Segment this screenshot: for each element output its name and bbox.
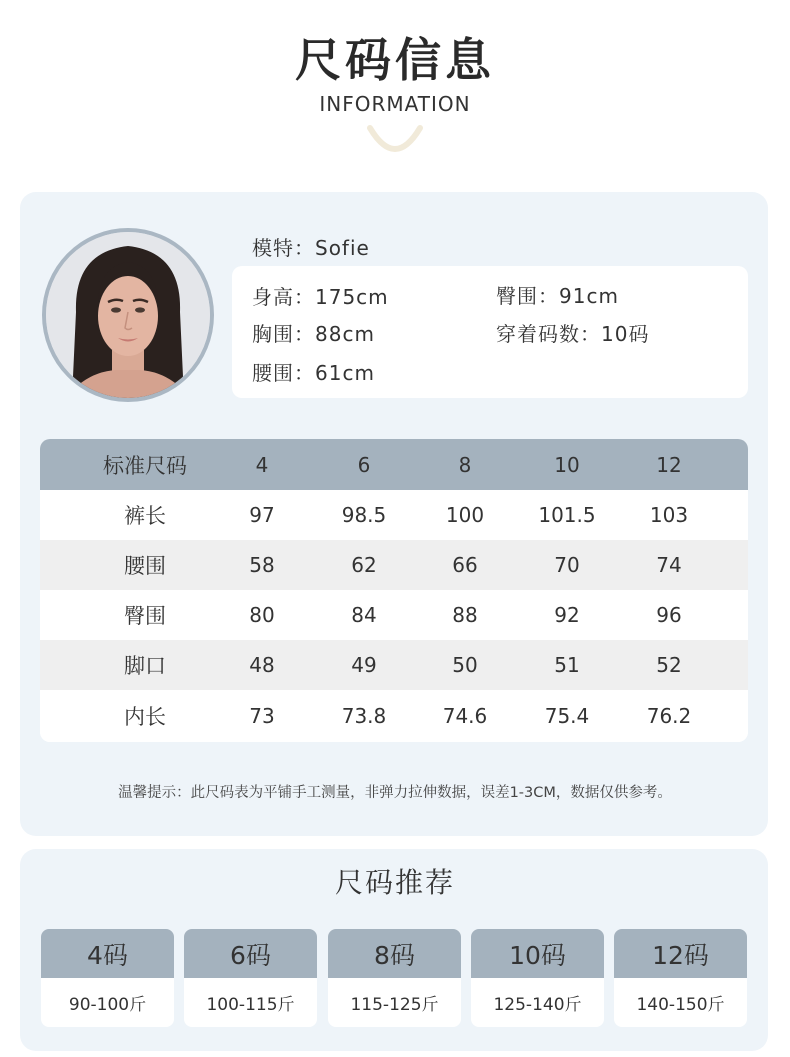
recommendation-card: [184, 929, 317, 1027]
recommendation-weight: 100-115斤: [206, 995, 295, 1015]
table-row: [40, 590, 748, 640]
recommendation-size: 10码: [471, 929, 604, 978]
recommendation-size: 4码: [41, 929, 174, 978]
model-bust: 胸围：88cm: [252, 322, 375, 346]
table-cell: 96: [656, 603, 682, 627]
table-cell: 88: [452, 603, 478, 627]
table-header-cell: 12: [656, 452, 682, 477]
page-subtitle: INFORMATION: [319, 92, 471, 116]
table-cell: 62: [351, 553, 377, 577]
table-cell: 58: [249, 553, 275, 577]
table-cell: 103: [649, 503, 689, 527]
table-cell: 75.4: [544, 704, 590, 728]
table-row-label: 脚口: [124, 654, 166, 678]
model-avatar: [42, 228, 214, 402]
table-cell: 49: [351, 653, 377, 677]
table-header-cell: 10: [554, 452, 580, 477]
table-cell: 76.2: [646, 704, 692, 728]
recommendation-card: [614, 929, 747, 1027]
recommendation-size: 8码: [328, 929, 461, 978]
table-cell: 92: [554, 603, 580, 627]
table-cell: 70: [554, 553, 580, 577]
smile-arc-icon: [366, 124, 424, 156]
recommendation-card: [328, 929, 461, 1027]
recommendation-size: 6码: [184, 929, 317, 978]
table-cell: 51: [554, 653, 580, 677]
measurement-note: 温馨提示：此尺码表为平铺手工测量，非弹力拉伸数据，误差1-3CM，数据仅供参考。: [118, 785, 672, 801]
table-row-label: 内长: [124, 705, 166, 729]
model-height: 身高：175cm: [252, 285, 389, 309]
table-row-label: 裤长: [124, 504, 166, 528]
table-cell: 48: [249, 653, 275, 677]
recommendation-size: 12码: [614, 929, 747, 978]
page-header: [0, 0, 790, 180]
table-cell: 66: [452, 553, 478, 577]
model-size-worn: 穿着码数：10码: [496, 322, 650, 346]
table-header-cell: 标准尺码: [103, 453, 187, 478]
recommendation-title: 尺码推荐: [334, 866, 455, 899]
table-cell: 73: [249, 704, 275, 728]
table-header-cell: 4: [255, 452, 269, 477]
recommendation-weight: 125-140斤: [493, 995, 582, 1015]
table-cell: 98.5: [341, 503, 387, 527]
table-row-label: 臀围: [124, 604, 166, 628]
model-portrait-image: [46, 232, 210, 398]
table-header-cell: 6: [357, 452, 371, 477]
table-cell: 73.8: [341, 704, 387, 728]
recommendation-weight: 115-125斤: [350, 995, 439, 1015]
recommendation-weight: 140-150斤: [636, 995, 725, 1015]
table-cell: 84: [351, 603, 377, 627]
table-cell: 50: [452, 653, 478, 677]
model-hip: 臀围：91cm: [496, 284, 619, 308]
recommendation-card: [471, 929, 604, 1027]
table-header-row: [40, 439, 748, 490]
page-title: 尺码信息: [295, 33, 495, 87]
table-cell: 97: [249, 503, 275, 527]
table-row: [40, 640, 748, 690]
table-cell: 80: [249, 603, 275, 627]
size-chart-table: [40, 439, 748, 742]
model-name: 模特：Sofie: [252, 236, 370, 260]
table-row: [40, 540, 748, 590]
model-waist: 腰围：61cm: [252, 361, 375, 385]
table-cell: 74: [656, 553, 682, 577]
table-row: [40, 490, 748, 540]
table-cell: 100: [445, 503, 485, 527]
table-cell: 74.6: [442, 704, 488, 728]
table-cell: 52: [656, 653, 682, 677]
table-cell: 101.5: [538, 503, 596, 527]
table-row: [40, 690, 748, 742]
recommendation-card: [41, 929, 174, 1027]
recommendation-weight: 90-100斤: [68, 995, 147, 1015]
table-row-label: 腰围: [124, 554, 166, 578]
table-header-cell: 8: [458, 452, 472, 477]
